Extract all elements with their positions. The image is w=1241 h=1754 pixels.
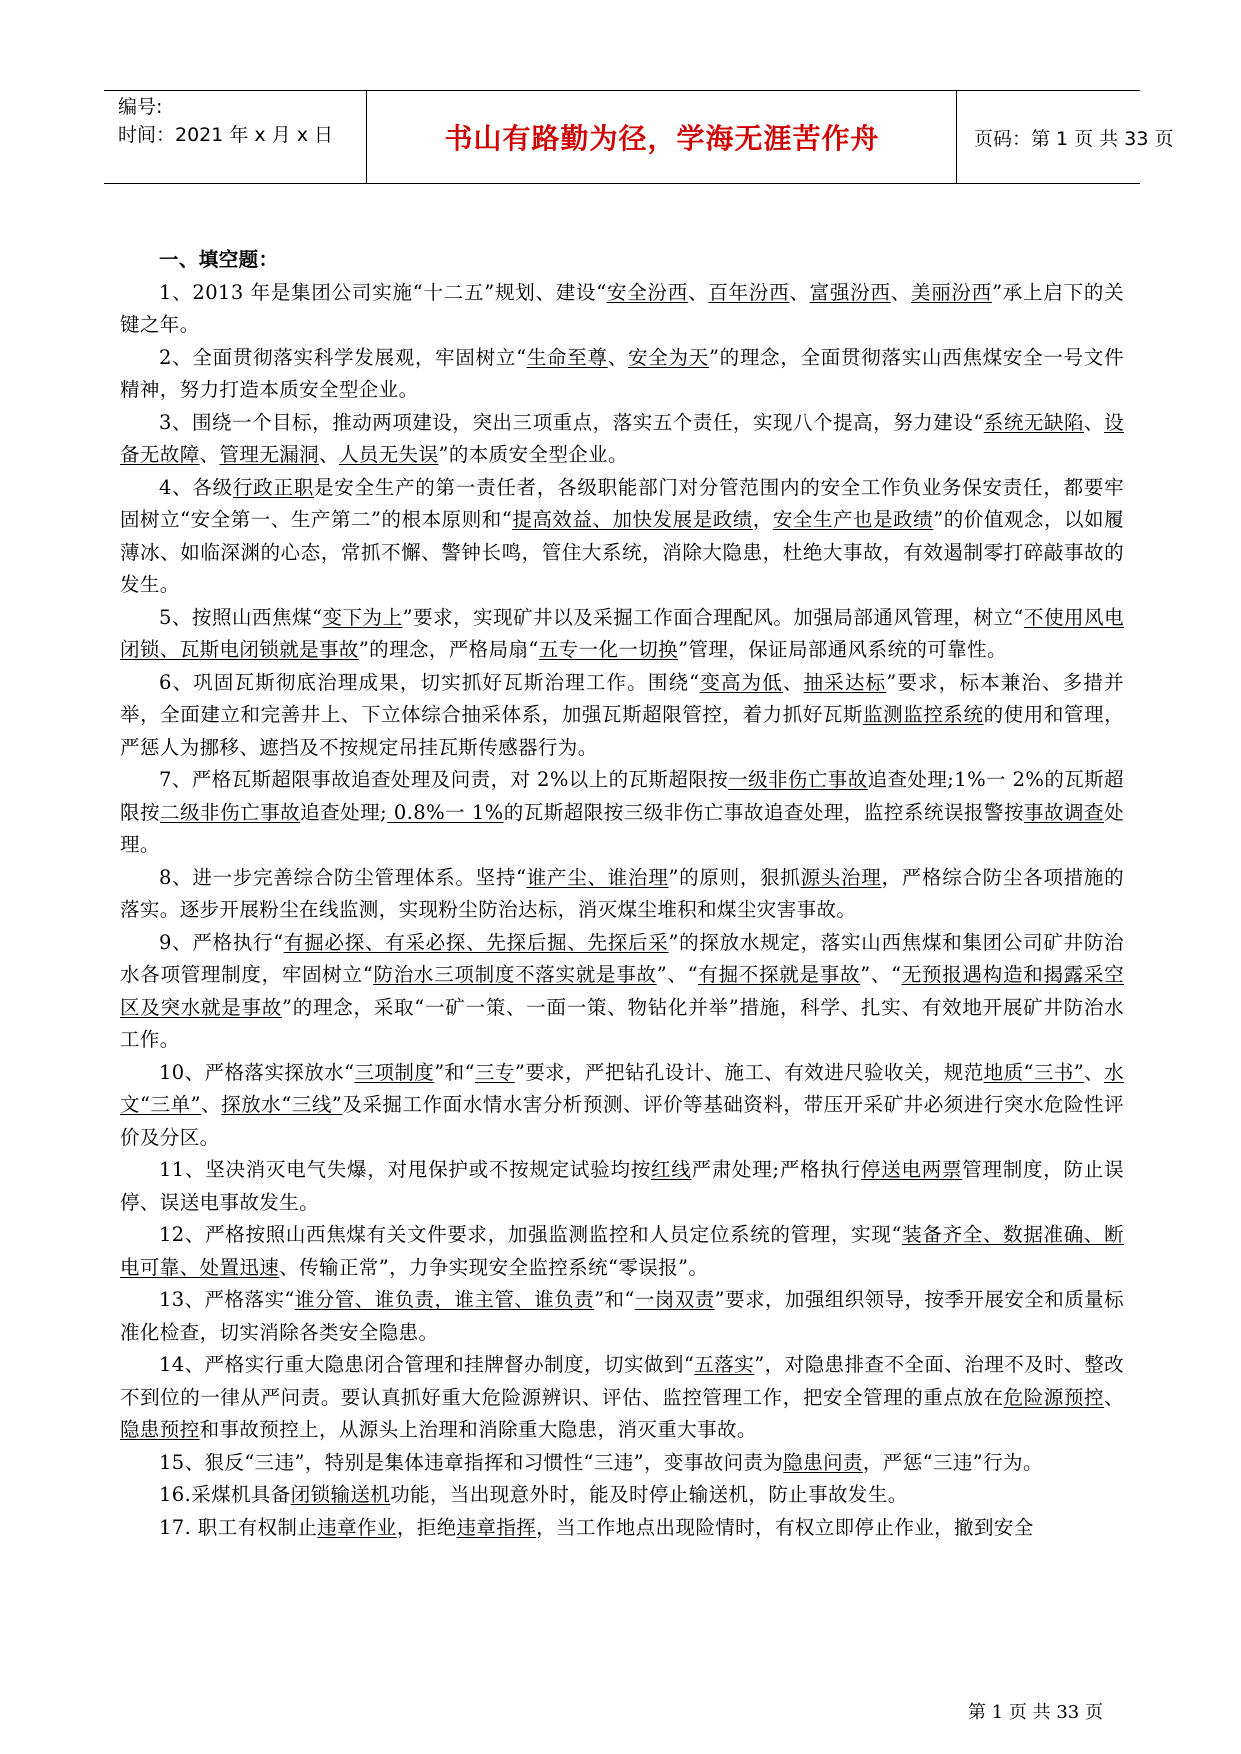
question-text: ”的本质安全型企业。 (438, 443, 628, 466)
header-motto: 书山有路勤为径，学海无涯苦作舟 (444, 122, 880, 155)
question-text: 8、进一步完善综合防尘管理体系。坚持“ (159, 865, 527, 889)
question-text: ，当工作地点出现险情时，有权立即停止作业，撤到安全 (536, 1515, 1034, 1539)
question-paragraph (120, 602, 1124, 667)
question-text: 、 (688, 280, 709, 304)
question-text: ， (752, 508, 773, 531)
answer-blank: 监测监控系统 (863, 703, 984, 726)
paragraph-list (120, 277, 1124, 1545)
question-text: ”、“ (656, 963, 699, 986)
question-text: ”的理念，严格局扇“ (358, 638, 539, 661)
section-title: 一、填空题： (159, 248, 279, 271)
question-text: ”的理念，采取“一矿一策、一面一策、物钻化并举”措施，科学、扎实、有效地开展矿井防治水工作。 (120, 995, 1124, 1051)
question-text: 是安全生产的第一责任者，各级职能部门对分管范围内的安全工作负业务保安责任，都要牢固树立“安全第一、生产第二”的根本原则和“ (120, 475, 1124, 531)
question-text: 及采掘工作面水情水害分析预测、评价等基础资料，带压开采矿井必须进行突水危险性评价及分区。 (120, 1093, 1124, 1149)
answer-blank: 无预报遇构造和揭露采空区及突水就是事故 (120, 963, 1125, 1019)
document-time-label: 时间：2021 年 x 月 x 日 (118, 124, 334, 146)
question-text: ”要求，严把钻孔设计、施工、有效进尺验收关，规范 (514, 1060, 984, 1084)
answer-blank: 抽采达标 (803, 670, 887, 694)
header-page-cell (958, 91, 1174, 183)
question-paragraph (120, 1349, 1124, 1447)
question-text: 追查处理;1%一 2%的瓦斯超限按 (120, 768, 1124, 824)
question-paragraph (120, 1512, 1124, 1545)
answer-blank: 停送电两票 (860, 1158, 963, 1181)
question-text: 功能，当出现意外时，能及时停止输送机，防止事故发生。 (390, 1483, 908, 1506)
question-text: ，拒绝 (396, 1515, 457, 1539)
question-paragraph (120, 1219, 1124, 1284)
question-text: 、 (201, 1093, 222, 1116)
question-text: 1、2013 年是集团公司实施“十二五”规划、建设“ (159, 280, 607, 304)
answer-blank: 有掘必探、有采必探、先探后掘、先探后采 (283, 930, 669, 954)
question-text: 、 (1104, 1385, 1124, 1409)
question-text: ，严格综合防尘各项措施的落实。逐步开展粉尘在线监测，实现粉尘防治达标，消灭煤尘堆积和煤尘灾害事故。 (120, 865, 1124, 921)
answer-blank: 五专一化一切换 (538, 638, 679, 661)
answer-blank: 安全汾西 (606, 280, 689, 304)
answer-blank: 管理无漏洞 (219, 443, 320, 466)
question-paragraph (120, 1479, 1124, 1512)
question-text: 和事故预控上，从源头上治理和消除重大隐患，消灭重大事故。 (199, 1418, 757, 1441)
question-text: 、 (890, 280, 911, 304)
document-body (120, 244, 1124, 1544)
question-text: 16.采煤机具备 (159, 1483, 291, 1506)
answer-blank: 谁产尘、谁治理 (526, 865, 669, 889)
answer-blank: 危险源预控 (1003, 1385, 1105, 1409)
page-header (104, 90, 1174, 184)
question-paragraph (120, 1447, 1124, 1480)
answer-blank: 探放水“三线” (221, 1093, 343, 1116)
answer-blank: 违章作业 (317, 1515, 397, 1539)
answer-blank: 有掘不探就是事故 (698, 963, 861, 986)
question-paragraph (120, 862, 1124, 927)
question-text: 14、严格实行重大隐患闭合管理和挂牌督办制度，切实做到“ (159, 1353, 695, 1376)
question-text: 、传输正常”，力争实现安全监控系统“零误报”。 (279, 1255, 709, 1279)
header-page-info: 页码：第 1 页 共 33 页 (974, 127, 1174, 150)
question-paragraph (120, 1284, 1124, 1349)
question-text: 、 (1084, 410, 1105, 434)
question-paragraph (120, 764, 1124, 862)
question-text: 3、围绕一个目标，推动两项建设，突出三项重点，落实五个责任，实现八个提高，努力建设“ (159, 410, 984, 434)
answer-blank: 地质“三书” (983, 1060, 1085, 1084)
header-motto-cell (368, 91, 957, 183)
question-paragraph (120, 1154, 1124, 1219)
question-text: 7、严格瓦斯超限事故追查处理及问责，对 2%以上的瓦斯超限按 (159, 768, 729, 791)
question-text: ”要求，加强组织领导，按季开展安全和质量标准化检查，切实消除各类安全隐患。 (120, 1288, 1124, 1344)
answer-blank: 三项制度 (354, 1060, 435, 1084)
answer-blank: 不使用风电闭锁、瓦斯电闭锁就是事故 (120, 605, 1124, 661)
question-text: 10、严格落实探放水“ (159, 1060, 355, 1084)
answer-blank: 美丽汾西 (911, 280, 993, 304)
question-text: 的使用和管理，严惩人为挪移、遮挡及不按规定吊挂瓦斯传感器行为。 (120, 703, 1124, 759)
question-text: 、 (319, 443, 339, 466)
answer-blank: 提高效益、加快发展是政绩 (512, 508, 753, 531)
answer-blank: 安全为天 (628, 345, 709, 369)
answer-blank: 事故调查 (1024, 800, 1105, 824)
question-text: 15、狠反“三违”，特别是集体违章指挥和习惯性“三违”，变事故问责为 (159, 1450, 784, 1474)
question-text: 9、严格执行“ (159, 930, 284, 954)
question-text: 管理制度，防止误停、误送电事故发生。 (120, 1158, 1124, 1214)
answer-blank: 水文“三单” (120, 1060, 1125, 1116)
answer-blank: 人员无失误 (338, 443, 439, 466)
question-text: ”的理念，全面贯彻落实山西焦煤安全一号文件精神，努力打造本质安全型企业。 (120, 345, 1124, 401)
question-text: 4、各级 (159, 475, 233, 499)
answer-blank: 生命至尊 (526, 345, 608, 369)
question-paragraph (120, 667, 1124, 765)
answer-blank: 百年汾西 (708, 280, 790, 304)
answer-blank: 五落实 (694, 1353, 755, 1376)
question-text: ”和“ (434, 1060, 475, 1084)
question-text: 2、全面贯彻落实科学发展观，牢固树立“ (159, 345, 527, 369)
question-paragraph (120, 407, 1124, 472)
question-text: 、 (789, 280, 810, 304)
answer-blank: 行政正职 (232, 475, 314, 499)
answer-blank: 富强汾西 (809, 280, 891, 304)
answer-blank: 0.8%一 1% (387, 800, 504, 824)
question-text: ”要求，实现矿井以及采掘工作面合理配风。加强局部通风管理，树立“ (402, 605, 1024, 629)
question-text: 处理。 (120, 800, 1124, 856)
question-text: 的瓦斯超限按三级非伤亡事故追查处理，监控系统误报警按 (503, 800, 1025, 824)
question-text: 严肃处理;严格执行 (691, 1158, 861, 1181)
question-text: ”承上启下的关键之年。 (120, 280, 1125, 336)
question-text: ”的原则，狠抓 (668, 865, 801, 889)
answer-blank: 变下为上 (322, 605, 403, 629)
question-paragraph (120, 277, 1124, 342)
answer-blank: 闭锁输送机 (290, 1483, 391, 1506)
question-text: 、 (199, 443, 220, 466)
question-paragraph (120, 342, 1124, 407)
question-text: 17. 职工有权制止 (159, 1515, 318, 1539)
question-paragraph (120, 472, 1124, 602)
answer-blank: 源头治理 (800, 865, 882, 889)
question-text: 12、严格按照山西焦煤有关文件要求，加强监测监控和人员定位系统的管理，实现“ (159, 1223, 902, 1246)
answer-blank: 隐患预控 (120, 1418, 200, 1441)
answer-blank: 隐患问责 (783, 1450, 863, 1474)
answer-blank: 安全生产也是政绩 (772, 508, 934, 531)
question-text: 、 (607, 345, 628, 369)
answer-blank: 谁分管、谁负责，谁主管、谁负责 (294, 1288, 595, 1311)
answer-blank: 一级非伤亡事故 (728, 768, 868, 791)
answer-blank: 变高为低 (699, 670, 783, 694)
question-text: ”要求，标本兼治、多措并举，全面建立和完善井上、下立体综合抽采体系，加强瓦斯超限管控，着力抓好瓦斯 (120, 670, 1124, 726)
question-text: ”，对隐患排查不全面、治理不及时、整改不到位的一律从严问责。要认真抓好重大危险源辨识、评估、监控管理工作，把安全管理的重点放在 (120, 1353, 1125, 1409)
question-text: 、 (1084, 1060, 1105, 1084)
question-text: ”管理，保证局部通风系统的可靠性。 (678, 638, 1007, 661)
answer-blank: 红线 (650, 1158, 692, 1181)
answer-blank: 违章指挥 (456, 1515, 537, 1539)
answer-blank: 三专 (474, 1060, 515, 1084)
answer-blank: 系统无缺陷 (983, 410, 1085, 434)
answer-blank: 装备齐全、数据准确、断电可靠、处置迅速 (120, 1223, 1124, 1279)
question-text: 6、巩固瓦斯彻底治理成果，切实抓好瓦斯治理工作。围绕“ (159, 670, 700, 694)
document-number-label: 编号: (118, 96, 163, 118)
question-paragraph (120, 1057, 1124, 1155)
page-footer: 第 1 页 共 33 页 (968, 1702, 1103, 1723)
answer-blank: 二级非伤亡事故 (160, 800, 301, 824)
answer-blank: 防治水三项制度不落实就是事故 (373, 963, 657, 986)
question-text: 追查处理; (300, 800, 388, 824)
question-text: 11、坚决消灭电气失爆，对甩保护或不按规定试验均按 (159, 1158, 651, 1181)
question-text: ”的探放水规定，落实山西焦煤和集团公司矿井防治水各项管理制度，牢固树立“ (120, 930, 1124, 986)
header-meta (104, 91, 367, 183)
question-text: ”和“ (594, 1288, 635, 1311)
question-text: ”、“ (860, 963, 902, 986)
question-paragraph (120, 927, 1124, 1057)
question-text: 5、按照山西焦煤“ (159, 605, 323, 629)
question-text: ”的价值观念，以如履薄冰、如临深渊的心态，常抓不懈、警钟长鸣，管住大系统，消除大隐患，杜绝大事故，有效遏制零打碎敲事故的发生。 (120, 508, 1124, 596)
answer-blank: 设备无故障 (120, 410, 1124, 466)
question-text: ，严惩“三违”行为。 (862, 1450, 1043, 1474)
answer-blank: 一岗双责 (634, 1288, 715, 1311)
question-text: 、 (782, 670, 804, 694)
question-text: 13、严格落实“ (159, 1288, 295, 1311)
